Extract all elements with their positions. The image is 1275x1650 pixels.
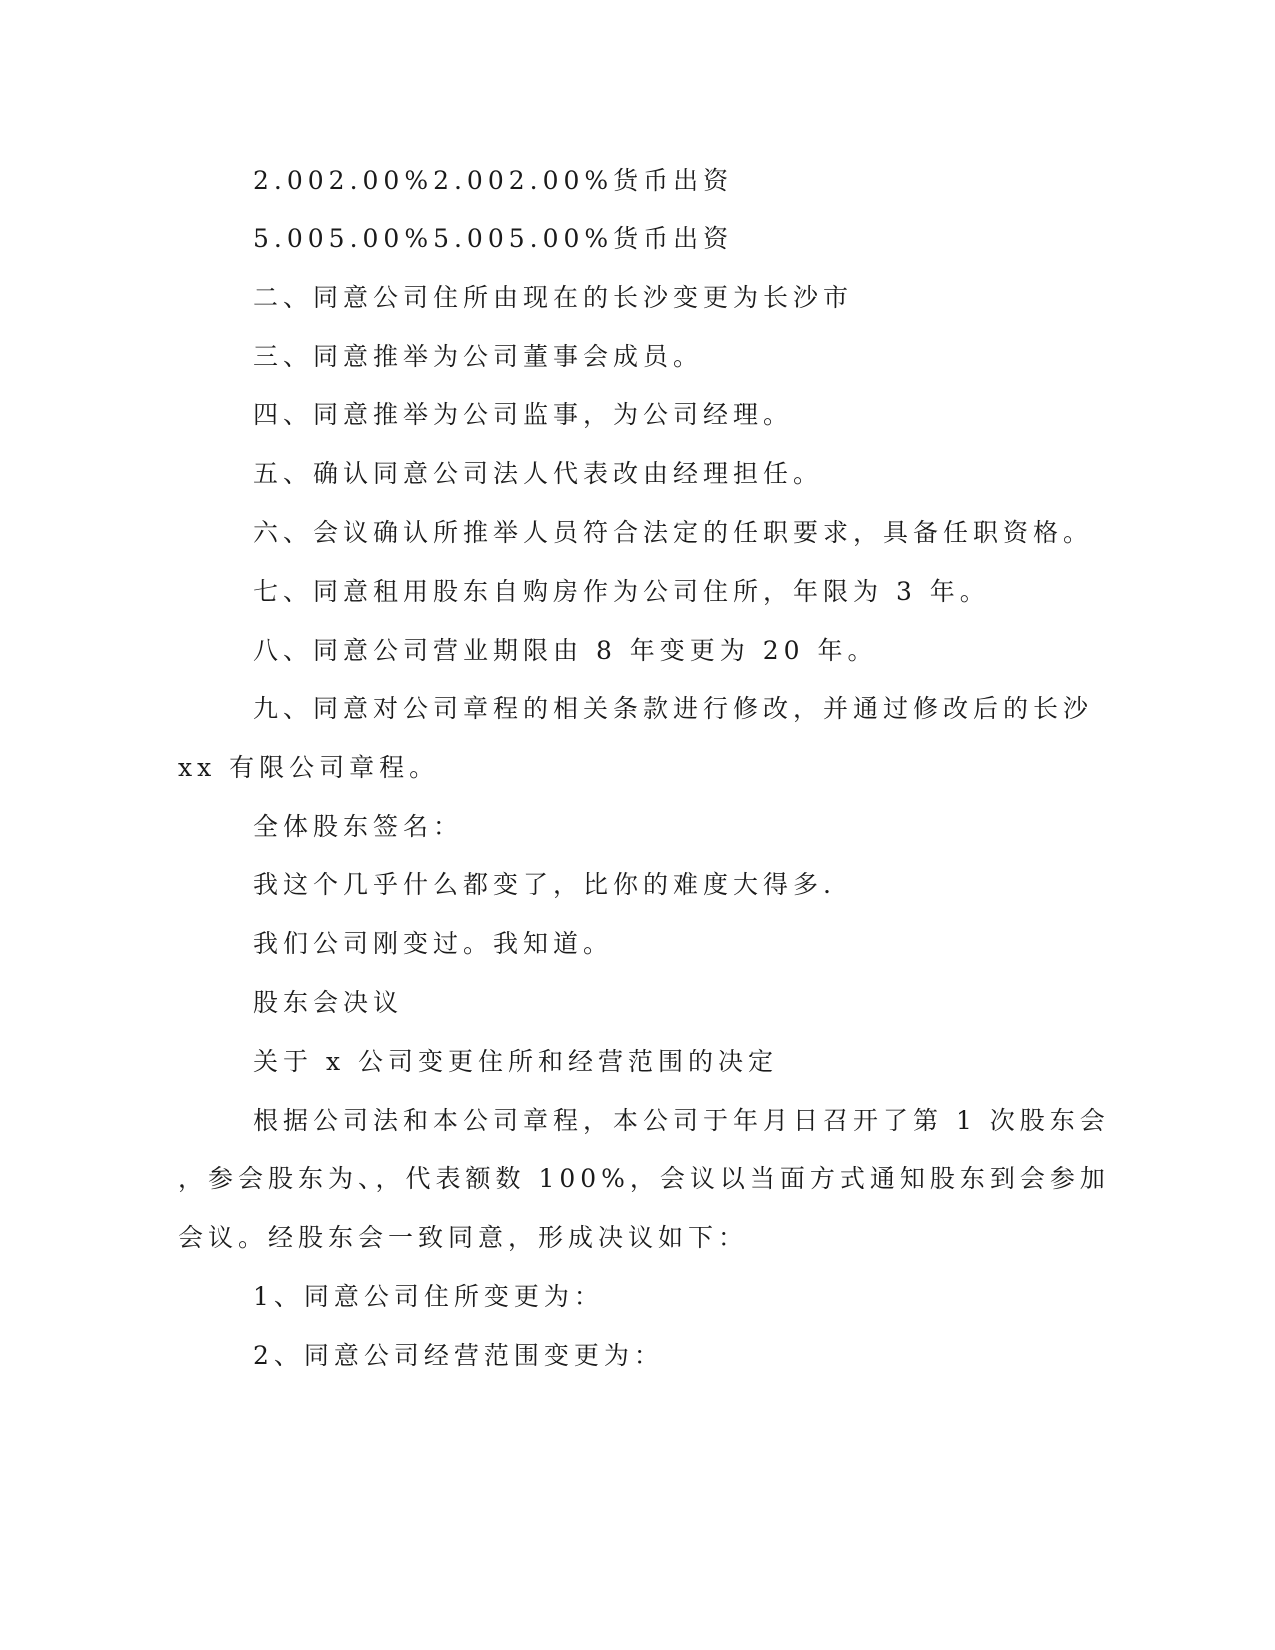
comment-line-2: 我们公司刚变过。我知道。 — [253, 929, 614, 958]
comment-line-1: 我这个几乎什么都变了，比你的难度大得多. — [253, 870, 836, 899]
signature-label: 全体股东签名： — [253, 812, 464, 841]
paragraph-item-2: 二、同意公司住所由现在的长沙变更为长沙市 — [253, 283, 854, 312]
paragraph-capital-row-2: 5.005.00%5.005.00%货币出资 — [253, 224, 734, 253]
paragraph-item-9-continued: xx 有限公司章程。 — [178, 753, 440, 782]
body-paragraph-line-1: 根据公司法和本公司章程，本公司于年月日召开了第 1 次股东会 — [253, 1106, 1110, 1135]
paragraph-item-3: 三、同意推举为公司董事会成员。 — [253, 342, 704, 371]
resolution-item-2: 2、同意公司经营范围变更为： — [253, 1341, 664, 1370]
decision-title: 关于 x 公司变更住所和经营范围的决定 — [253, 1047, 778, 1076]
section-heading: 股东会决议 — [253, 988, 404, 1017]
resolution-item-1: 1、同意公司住所变更为： — [253, 1282, 604, 1311]
paragraph-item-5: 五、确认同意公司法人代表改由经理担任。 — [253, 459, 824, 488]
paragraph-item-8: 八、同意公司营业期限由 8 年变更为 20 年。 — [253, 636, 878, 665]
paragraph-item-9: 九、同意对公司章程的相关条款进行修改，并通过修改后的长沙 — [253, 694, 1094, 723]
paragraph-item-6: 六、会议确认所推举人员符合法定的任职要求，具备任职资格。 — [253, 518, 1094, 547]
paragraph-item-7: 七、同意租用股东自购房作为公司住所，年限为 3 年。 — [253, 577, 990, 606]
paragraph-capital-row-1: 2.002.00%2.002.00%货币出资 — [253, 166, 734, 195]
body-paragraph-line-2: ，参会股东为、，代表额数 100%，会议以当面方式通知股东到会参加 — [178, 1164, 1110, 1193]
paragraph-item-4: 四、同意推举为公司监事，为公司经理。 — [253, 400, 794, 429]
body-paragraph-line-3: 会议。经股东会一致同意，形成决议如下： — [178, 1223, 749, 1252]
